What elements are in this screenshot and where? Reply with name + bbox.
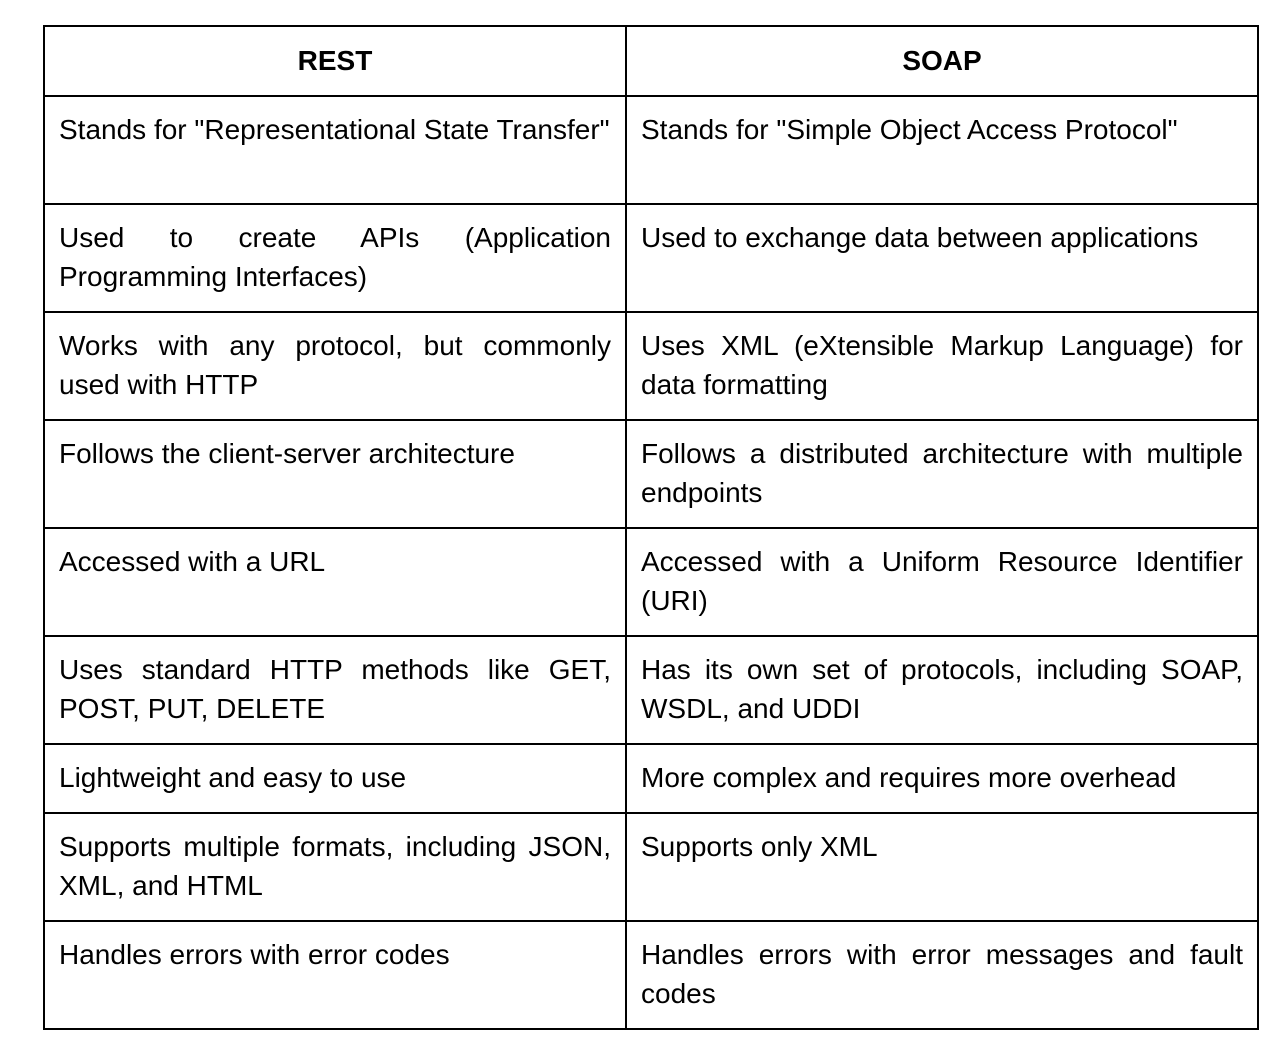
soap-cell: Follows a distributed architecture with multiple endpoints [626,420,1258,528]
soap-cell: Used to exchange data between applications [626,204,1258,312]
table-row [44,528,1258,636]
soap-cell: Uses XML (eXtensible Markup Language) for data formatting [626,312,1258,420]
soap-cell: More complex and requires more overhead [626,744,1258,813]
soap-cell: Supports only XML [626,813,1258,921]
soap-cell: Has its own set of protocols, including SOAP, WSDL, and UDDI [626,636,1258,744]
rest-vs-soap-table [43,25,1259,1030]
table-row [44,636,1258,744]
table-row [44,921,1258,1029]
rest-cell: Stands for "Representational State Transfer" [44,96,626,204]
rest-cell: Supports multiple formats, including JSON, XML, and HTML [44,813,626,921]
table-row [44,96,1258,204]
rest-cell: Follows the client-server architecture [44,420,626,528]
header-rest: REST [44,26,626,96]
table-row [44,813,1258,921]
rest-cell: Accessed with a URL [44,528,626,636]
rest-cell: Uses standard HTTP methods like GET, POST, PUT, DELETE [44,636,626,744]
table-row [44,744,1258,813]
rest-cell: Works with any protocol, but commonly used with HTTP [44,312,626,420]
table-row [44,420,1258,528]
rest-cell: Handles errors with error codes [44,921,626,1029]
table-row [44,312,1258,420]
header-row [44,26,1258,96]
rest-cell: Used to create APIs (Application Programming Interfaces) [44,204,626,312]
comparison-table-container [43,25,1257,1030]
table-row [44,204,1258,312]
soap-cell: Handles errors with error messages and fault codes [626,921,1258,1029]
soap-cell: Stands for "Simple Object Access Protocol" [626,96,1258,204]
rest-cell: Lightweight and easy to use [44,744,626,813]
header-soap: SOAP [626,26,1258,96]
soap-cell: Accessed with a Uniform Resource Identifier (URI) [626,528,1258,636]
